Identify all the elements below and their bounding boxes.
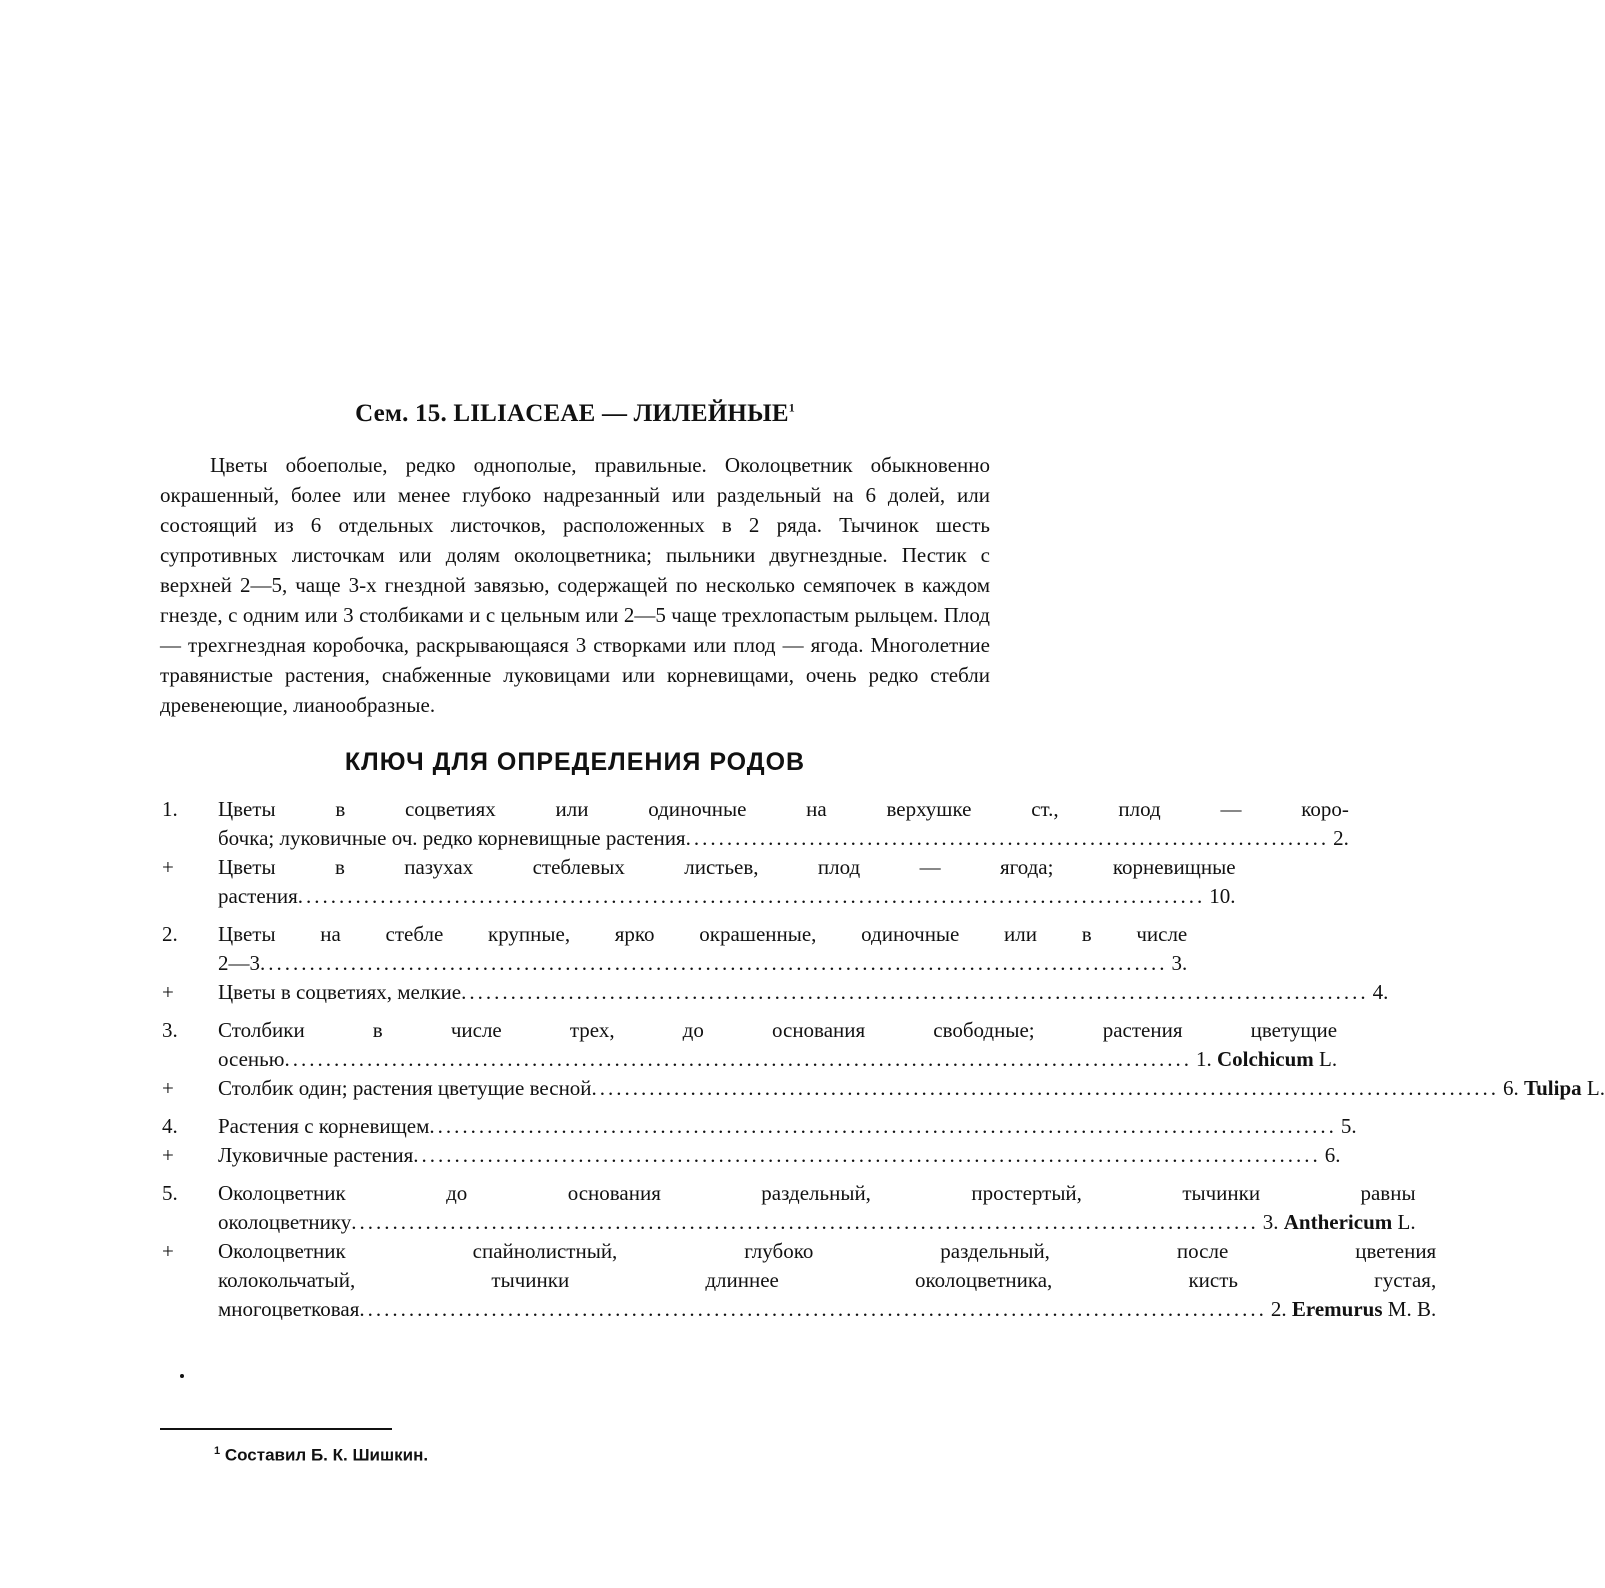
key-text: Цветы в пазухах стеблевых листьев, плод — ягода; корневищные [218, 855, 1236, 879]
key-text: Растения с корневищем [218, 1114, 430, 1138]
family-russian-name: ЛИЛЕЙНЫЕ [633, 400, 789, 427]
family-latin-name: LILIACEAE [453, 400, 596, 427]
key-text: растения [218, 884, 298, 908]
genus-name: Anthericum [1283, 1210, 1393, 1234]
genus-author: L. [1586, 1076, 1605, 1100]
leader-dots: .............................................................................................................. [413, 1143, 1321, 1167]
footnote [214, 1445, 428, 1466]
key-reference: 10. [1209, 884, 1236, 908]
key-text: околоцветнику [218, 1210, 352, 1234]
family-title [160, 400, 990, 428]
family-prefix: Сем. 15. [355, 400, 447, 427]
key-marker: + [162, 980, 174, 1004]
genus-name: Colchicum [1216, 1047, 1314, 1071]
key-entry-5 [160, 1179, 1416, 1237]
leader-dots: .............................................................................................................. [351, 1210, 1259, 1234]
key-reference: 6. [1324, 1143, 1341, 1167]
key-text: многоцветковая [218, 1297, 360, 1321]
genus-number: 2. [1270, 1297, 1287, 1321]
key-text: бочка; луковичные оч. редко корневищные растения [218, 826, 686, 850]
key-marker: + [162, 855, 174, 879]
key-text: Цветы в соцветиях, мелкие [218, 980, 462, 1004]
key-reference: 5. [1340, 1114, 1357, 1138]
key-text: Луковичные растения [218, 1143, 414, 1167]
leader-dots: .............................................................................................................. [284, 1047, 1192, 1071]
genus-author: L. [1319, 1047, 1338, 1071]
footnote-reference: 1 [788, 400, 795, 415]
key-text: колокольчатый, тычинки длиннее околоцветника, кисть густая, [218, 1268, 1437, 1292]
leader-dots: .............................................................................................................. [591, 1076, 1500, 1100]
key-marker: 2. [162, 922, 178, 946]
key-marker: 4. [162, 1114, 178, 1138]
key-marker: + [162, 1076, 174, 1100]
key-text: осенью [218, 1047, 285, 1071]
genus-name: Tulipa [1524, 1076, 1582, 1100]
key-heading: КЛЮЧ ДЛЯ ОПРЕДЕЛЕНИЯ РОДОВ [344, 748, 806, 776]
key-reference: 3. [1171, 951, 1188, 975]
footnote-divider [160, 1428, 392, 1430]
family-description: Цветы обоеполые, редко однополые, правильные. Околоцветник обыкновенно окрашенный, более или менее глубоко надрезанный или раздельный на 6 долей, или состоящий из 6 отдельных листочков, расположенных в 2 ряда. Тычинок шесть супротивных листочкам или долям околоцветника; пыльники двугнездные. Пестик с верхней 2—5, чаще 3-х гнездной завязью, содержащей по несколько семяпочек в каждом гнезде, с одним или 3 столбиками и с цельным или 2—5 чаще трехлопастым рыльцем. Плод — трехгнездная коробочка, раскрывающаяся 3 створками или плод — ягода. Многолетние травянистые растения, снабженные луковицами или корневищами, очень редко стебли древенеющие, лианообразные. [160, 453, 990, 717]
leader-dots: .............................................................................................................. [260, 951, 1168, 975]
key-entry-3 [160, 1016, 1338, 1074]
key-entry-4-alt [160, 1141, 1341, 1170]
key-text: 2—3 [218, 951, 260, 975]
leader-dots: .............................................................................................................. [297, 884, 1206, 908]
key-marker: + [162, 1239, 174, 1263]
key-reference [1499, 1074, 1605, 1103]
key-text: Столбики в числе трех, до основания свободные; растения цветущие [218, 1018, 1338, 1042]
genus-author: L. [1397, 1210, 1416, 1234]
key-text: Цветы на стебле крупные, ярко окрашенные, одиночные или в числе [218, 922, 1188, 946]
key-marker: 1. [162, 797, 178, 821]
page-content [160, 400, 1605, 1324]
key-reference [1267, 1295, 1436, 1324]
genus-author: M. B. [1387, 1297, 1437, 1321]
key-entry-4 [160, 1112, 1357, 1141]
leader-dots: .............................................................................................................. [461, 980, 1369, 1004]
genus-number: 6. [1503, 1076, 1519, 1100]
key-marker: + [162, 1143, 174, 1167]
print-speck [180, 1374, 184, 1378]
leader-dots: .............................................................................. [685, 826, 1330, 850]
key-reference: 2. [1333, 826, 1349, 850]
key-text: Околоцветник до основания раздельный, простертый, тычинки равны [218, 1181, 1416, 1205]
key-entry-2-alt [160, 978, 1389, 1007]
key-text: Столбик один; растения цветущие весной [218, 1076, 592, 1100]
key-entry-2 [160, 920, 1188, 978]
identification-key [160, 795, 1605, 1324]
key-entry-1 [160, 795, 1349, 853]
key-marker: 3. [162, 1018, 178, 1042]
key-text: Цветы в соцветиях или одиночные на верхушке ст., плод — коро- [218, 797, 1349, 821]
key-entry-5-alt [160, 1237, 1437, 1324]
genus-number: 1. [1195, 1047, 1212, 1071]
key-reference: 4. [1372, 980, 1389, 1004]
leader-dots: .............................................................................................................. [429, 1114, 1337, 1138]
family-dash: — [601, 400, 628, 427]
key-entry-3-alt [160, 1074, 1605, 1103]
footnote-text: Составил Б. К. Шишкин. [224, 1445, 429, 1465]
key-text: Околоцветник спайнолистный, глубоко раздельный, после цветения [218, 1239, 1437, 1263]
footnote-mark: 1 [214, 1445, 221, 1457]
leader-dots: .............................................................................................................. [359, 1297, 1267, 1321]
key-entry-1-alt [160, 853, 1236, 911]
key-reference [1192, 1045, 1337, 1074]
genus-number: 3. [1262, 1210, 1279, 1234]
key-marker: 5. [162, 1181, 178, 1205]
genus-name: Eremurus [1291, 1297, 1383, 1321]
key-reference [1259, 1208, 1416, 1237]
